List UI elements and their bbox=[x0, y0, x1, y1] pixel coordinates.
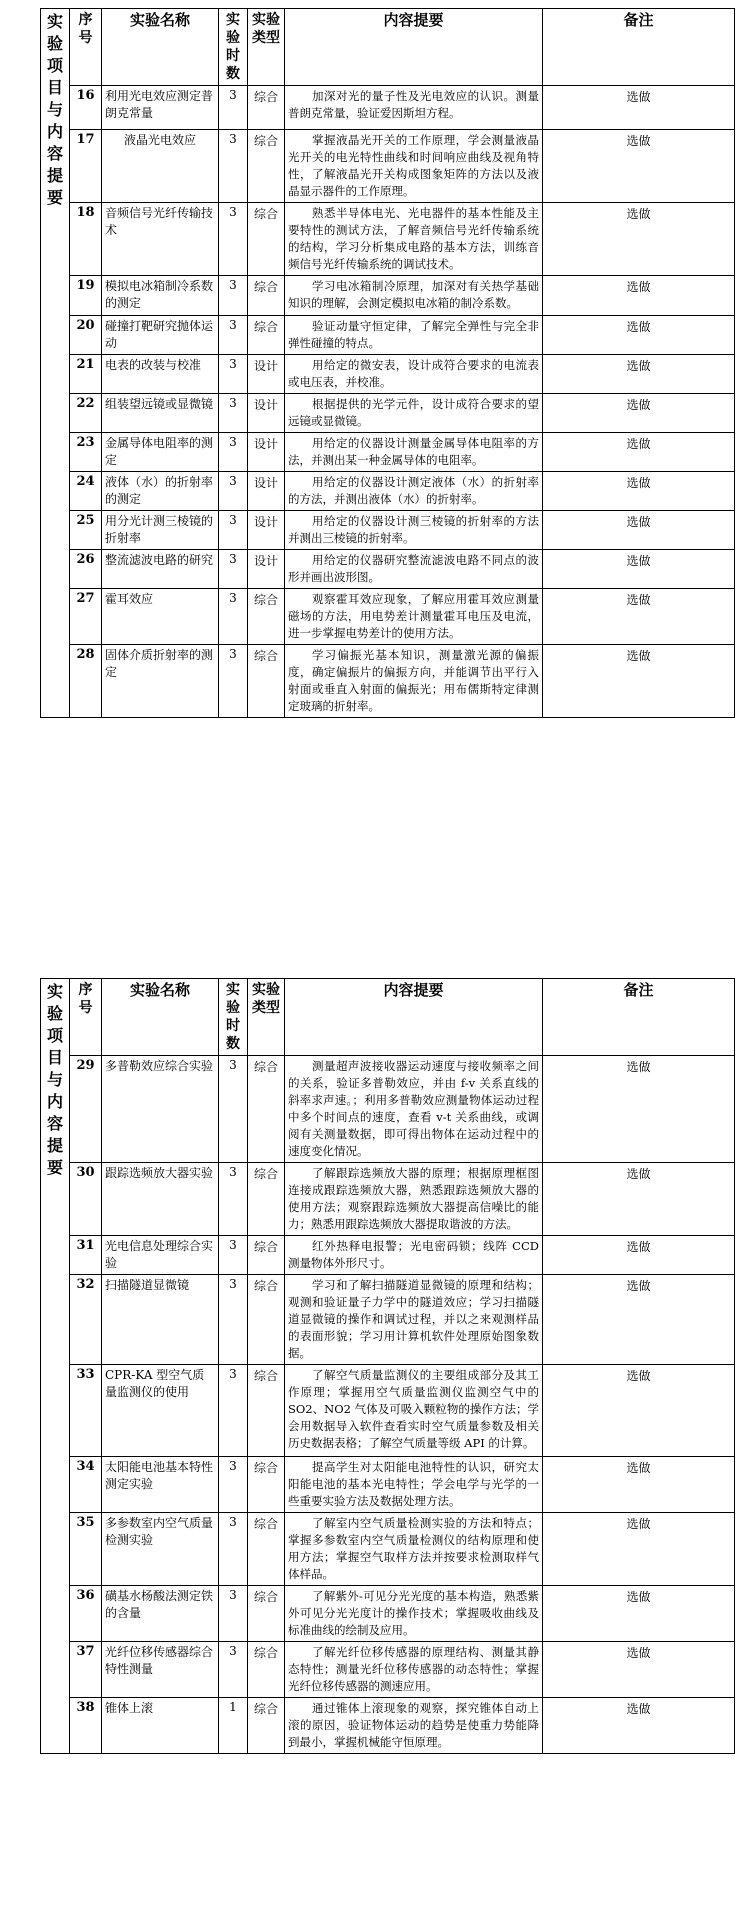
table-row bbox=[41, 1163, 735, 1236]
experiment-type: 综合 bbox=[248, 1642, 285, 1698]
experiment-hours: 3 bbox=[219, 472, 248, 511]
experiment-note: 选做 bbox=[543, 355, 735, 394]
experiment-hours: 1 bbox=[219, 1698, 248, 1754]
experiment-note: 选做 bbox=[543, 203, 735, 276]
table-row bbox=[41, 394, 735, 433]
table-row bbox=[41, 203, 735, 276]
experiment-note: 选做 bbox=[543, 1457, 735, 1513]
table-row bbox=[41, 433, 735, 472]
experiment-note: 选做 bbox=[543, 130, 735, 203]
experiment-name: 整流滤波电路的研究 bbox=[102, 550, 219, 589]
header-note: 备注 bbox=[543, 9, 735, 86]
experiment-number: 38 bbox=[70, 1698, 102, 1754]
experiment-type: 设计 bbox=[248, 550, 285, 589]
experiment-type: 设计 bbox=[248, 355, 285, 394]
experiment-name: 模拟电冰箱制冷系数的测定 bbox=[102, 276, 219, 316]
table-row bbox=[41, 645, 735, 718]
experiment-name: 液体（水）的折射率的测定 bbox=[102, 472, 219, 511]
experiment-name: 金属导体电阻率的测定 bbox=[102, 433, 219, 472]
table-row bbox=[41, 1056, 735, 1163]
experiment-name: 音频信号光纤传输技术 bbox=[102, 203, 219, 276]
experiment-note: 选做 bbox=[543, 394, 735, 433]
experiment-description: 用给定的微安表，设计成符合要求的电流表或电压表，并校准。 bbox=[285, 355, 543, 394]
header-hours: 实验时数 bbox=[219, 9, 248, 86]
experiment-name: 跟踪选频放大器实验 bbox=[102, 1163, 219, 1236]
header-name: 实验名称 bbox=[102, 979, 219, 1056]
experiment-name: 固体介质折射率的测定 bbox=[102, 645, 219, 718]
experiment-name: 多参数室内空气质量检测实验 bbox=[102, 1513, 219, 1586]
header-no: 序号 bbox=[70, 979, 102, 1056]
experiment-type: 综合 bbox=[248, 589, 285, 645]
experiment-type: 综合 bbox=[248, 86, 285, 130]
experiment-hours: 3 bbox=[219, 1056, 248, 1163]
experiment-number: 29 bbox=[70, 1056, 102, 1163]
experiment-name: 电表的改装与校准 bbox=[102, 355, 219, 394]
header-name: 实验名称 bbox=[102, 9, 219, 86]
experiment-number: 25 bbox=[70, 511, 102, 550]
experiment-name: 磺基水杨酸法测定铁的含量 bbox=[102, 1586, 219, 1642]
header-hours: 实验时数 bbox=[219, 979, 248, 1056]
header-note: 备注 bbox=[543, 979, 735, 1056]
experiment-description: 根据提供的光学元件，设计成符合要求的望远镜或显微镜。 bbox=[285, 394, 543, 433]
experiment-note: 选做 bbox=[543, 1275, 735, 1365]
header-content: 内容提要 bbox=[285, 9, 543, 86]
experiment-table-1 bbox=[40, 8, 735, 718]
experiment-number: 23 bbox=[70, 433, 102, 472]
experiment-note: 选做 bbox=[543, 1236, 735, 1275]
table-row bbox=[41, 511, 735, 550]
table-row bbox=[41, 1698, 735, 1754]
experiment-name: 液晶光电效应 bbox=[102, 130, 219, 203]
experiment-description: 用给定的仪器设计测三棱镜的折射率的方法并测出三棱镜的折射率。 bbox=[285, 511, 543, 550]
section-label: 实验项目与内容提要 bbox=[41, 9, 70, 718]
experiment-number: 27 bbox=[70, 589, 102, 645]
experiment-hours: 3 bbox=[219, 433, 248, 472]
experiment-name: 碰撞打靶研究抛体运动 bbox=[102, 316, 219, 355]
experiment-description: 学习偏振光基本知识，测量激光源的偏振度，确定偏振片的偏振方向，并能调节出平行入射面或垂直入射面的偏振光；用布儒斯特定律测定玻璃的折射率。 bbox=[285, 645, 543, 718]
experiment-type: 综合 bbox=[248, 1586, 285, 1642]
experiment-type: 设计 bbox=[248, 394, 285, 433]
experiment-note: 选做 bbox=[543, 1642, 735, 1698]
experiment-number: 16 bbox=[70, 86, 102, 130]
experiment-hours: 3 bbox=[219, 86, 248, 130]
experiment-note: 选做 bbox=[543, 550, 735, 589]
experiment-description: 了解室内空气质量检测实验的方法和特点；掌握多参数室内空气质量检测仪的结构原理和使用方法；掌握空气取样方法并按要求检测取样气体样品。 bbox=[285, 1513, 543, 1586]
section-label: 实验项目与内容提要 bbox=[41, 979, 70, 1754]
experiment-description: 学习和了解扫描隧道显微镜的原理和结构；观测和验证量子力学中的隧道效应；学习扫描隧道显微镜的操作和调试过程，并以之来观测样品的表面形貌；学习用计算机软件处理原始图象数据。 bbox=[285, 1275, 543, 1365]
table-row bbox=[41, 1586, 735, 1642]
experiment-description: 用给定的仪器设计测定液体（水）的折射率的方法，并测出液体（水）的折射率。 bbox=[285, 472, 543, 511]
table-row bbox=[41, 1365, 735, 1457]
experiment-note: 选做 bbox=[543, 511, 735, 550]
experiment-hours: 3 bbox=[219, 645, 248, 718]
experiment-note: 选做 bbox=[543, 589, 735, 645]
experiment-type: 综合 bbox=[248, 1275, 285, 1365]
experiment-number: 18 bbox=[70, 203, 102, 276]
experiment-description: 通过锥体上滚现象的观察，探究锥体自动上滚的原因，验证物体运动的趋势是使重力势能降到最小，掌握机械能守恒原理。 bbox=[285, 1698, 543, 1754]
experiment-type: 设计 bbox=[248, 511, 285, 550]
experiment-type: 综合 bbox=[248, 1365, 285, 1457]
experiment-note: 选做 bbox=[543, 433, 735, 472]
experiment-number: 26 bbox=[70, 550, 102, 589]
experiment-note: 选做 bbox=[543, 1163, 735, 1236]
experiment-description: 红外热释电报警；光电密码锁；线阵 CCD 测量物体外形尺寸。 bbox=[285, 1236, 543, 1275]
table-row bbox=[41, 86, 735, 130]
header-no: 序号 bbox=[70, 9, 102, 86]
table-row bbox=[41, 316, 735, 355]
experiment-number: 22 bbox=[70, 394, 102, 433]
experiment-number: 35 bbox=[70, 1513, 102, 1586]
experiment-description: 提高学生对太阳能电池特性的认识，研究太阳能电池的基本光电特性；学会电学与光学的一些重要实验方法及数据处理方法。 bbox=[285, 1457, 543, 1513]
experiment-number: 33 bbox=[70, 1365, 102, 1457]
table-row bbox=[41, 1457, 735, 1513]
experiment-note: 选做 bbox=[543, 1586, 735, 1642]
experiment-number: 36 bbox=[70, 1586, 102, 1642]
table-row bbox=[41, 589, 735, 645]
experiment-description: 用给定的仪器设计测量金属导体电阻率的方法，并测出某一种金属导体的电阻率。 bbox=[285, 433, 543, 472]
experiment-name: 组装望远镜或显微镜 bbox=[102, 394, 219, 433]
experiment-number: 30 bbox=[70, 1163, 102, 1236]
experiment-name: 霍耳效应 bbox=[102, 589, 219, 645]
experiment-name: CPR-KA 型空气质量监测仪的使用 bbox=[102, 1365, 219, 1457]
experiment-number: 17 bbox=[70, 130, 102, 203]
experiment-name: 太阳能电池基本特性测定实验 bbox=[102, 1457, 219, 1513]
experiment-table-2 bbox=[40, 978, 735, 1754]
experiment-description: 学习电冰箱制冷原理，加深对有关热学基础知识的理解，会测定模拟电冰箱的制冷系数。 bbox=[285, 276, 543, 316]
experiment-number: 21 bbox=[70, 355, 102, 394]
experiment-name: 多普勒效应综合实验 bbox=[102, 1056, 219, 1163]
header-row bbox=[41, 979, 735, 1056]
experiment-type: 综合 bbox=[248, 1236, 285, 1275]
experiment-note: 选做 bbox=[543, 472, 735, 511]
table-row bbox=[41, 355, 735, 394]
experiment-description: 了解跟踪选频放大器的原理；根据原理框图连接成跟踪选频放大器，熟悉跟踪选频放大器的使用方法；观察跟踪选频放大器提高信噪比的能力；熟悉用跟踪选频放大器提取谐波的方法。 bbox=[285, 1163, 543, 1236]
experiment-note: 选做 bbox=[543, 316, 735, 355]
experiment-hours: 3 bbox=[219, 511, 248, 550]
experiment-description: 用给定的仪器研究整流滤波电路不同点的波形并画出波形图。 bbox=[285, 550, 543, 589]
experiment-description: 了解紫外-可见分光光度的基本构造，熟悉紫外可见分光光度计的操作技术；掌握吸收曲线及标准曲线的绘制及应用。 bbox=[285, 1586, 543, 1642]
experiment-hours: 3 bbox=[219, 130, 248, 203]
experiment-hours: 3 bbox=[219, 355, 248, 394]
experiment-description: 加深对光的量子性及光电效应的认识。测量普朗克常量，验证爱因斯坦方程。 bbox=[285, 86, 543, 130]
experiment-type: 综合 bbox=[248, 1513, 285, 1586]
experiment-hours: 3 bbox=[219, 1365, 248, 1457]
experiment-type: 综合 bbox=[248, 130, 285, 203]
experiment-number: 31 bbox=[70, 1236, 102, 1275]
experiment-hours: 3 bbox=[219, 203, 248, 276]
experiment-type: 综合 bbox=[248, 1056, 285, 1163]
experiment-note: 选做 bbox=[543, 1698, 735, 1754]
table-row bbox=[41, 1642, 735, 1698]
experiment-note: 选做 bbox=[543, 86, 735, 130]
experiment-type: 综合 bbox=[248, 276, 285, 316]
experiment-description: 验证动量守恒定律，了解完全弹性与完全非弹性碰撞的特点。 bbox=[285, 316, 543, 355]
experiment-hours: 3 bbox=[219, 1457, 248, 1513]
header-content: 内容提要 bbox=[285, 979, 543, 1056]
experiment-hours: 3 bbox=[219, 1642, 248, 1698]
experiment-type: 综合 bbox=[248, 203, 285, 276]
experiment-type: 综合 bbox=[248, 645, 285, 718]
experiment-name: 光电信息处理综合实验 bbox=[102, 1236, 219, 1275]
experiment-hours: 3 bbox=[219, 276, 248, 316]
experiment-hours: 3 bbox=[219, 1513, 248, 1586]
experiment-note: 选做 bbox=[543, 1513, 735, 1586]
experiment-type: 设计 bbox=[248, 433, 285, 472]
experiment-hours: 3 bbox=[219, 589, 248, 645]
experiment-note: 选做 bbox=[543, 1365, 735, 1457]
experiment-note: 选做 bbox=[543, 276, 735, 316]
header-type: 实验类型 bbox=[248, 979, 285, 1056]
experiment-type: 综合 bbox=[248, 316, 285, 355]
experiment-number: 24 bbox=[70, 472, 102, 511]
experiment-note: 选做 bbox=[543, 645, 735, 718]
experiment-number: 34 bbox=[70, 1457, 102, 1513]
experiment-name: 用分光计测三棱镜的折射率 bbox=[102, 511, 219, 550]
experiment-number: 28 bbox=[70, 645, 102, 718]
experiment-type: 综合 bbox=[248, 1163, 285, 1236]
experiment-description: 了解空气质量监测仪的主要组成部分及其工作原理；掌握用空气质量监测仪监测空气中的 SO2、NO2 气体及可吸入颗粒物的操作方法；学会用数据导入软件查看实时空气质量参数及相关历史数据表格；了解空气质量等级 API 的计算。 bbox=[285, 1365, 543, 1457]
experiment-type: 综合 bbox=[248, 1457, 285, 1513]
table-row bbox=[41, 472, 735, 511]
experiment-hours: 3 bbox=[219, 316, 248, 355]
experiment-description: 测量超声波接收器运动速度与接收频率之间的关系，验证多普勒效应，并由 f-v 关系直线的斜率求声速。；利用多普勒效应测量物体运动过程中多个时间点的速度，查看 v-t 关系曲线，或调阅有关测量数据，即可得出物体在运动过程中的速度变化情况。 bbox=[285, 1056, 543, 1163]
header-type: 实验类型 bbox=[248, 9, 285, 86]
table-row bbox=[41, 276, 735, 316]
experiment-hours: 3 bbox=[219, 1163, 248, 1236]
table-row bbox=[41, 1513, 735, 1586]
experiment-name: 扫描隧道显微镜 bbox=[102, 1275, 219, 1365]
experiment-number: 37 bbox=[70, 1642, 102, 1698]
experiment-name: 锥体上滚 bbox=[102, 1698, 219, 1754]
experiment-type: 综合 bbox=[248, 1698, 285, 1754]
experiment-type: 设计 bbox=[248, 472, 285, 511]
experiment-name: 利用光电效应测定普朗克常量 bbox=[102, 86, 219, 130]
experiment-hours: 3 bbox=[219, 1275, 248, 1365]
experiment-number: 19 bbox=[70, 276, 102, 316]
experiment-number: 20 bbox=[70, 316, 102, 355]
table-row bbox=[41, 1236, 735, 1275]
experiment-description: 了解光纤位移传感器的原理结构、测量其静态特性；测量光纤位移传感器的动态特性；掌握光纤位移传感器的测速应用。 bbox=[285, 1642, 543, 1698]
experiment-description: 熟悉半导体电光、光电器件的基本性能及主要特性的测试方法，了解音频信号光纤传输系统的结构，学习分析集成电路的基本方法，训练音频信号光纤传输系统的调试技术。 bbox=[285, 203, 543, 276]
header-row bbox=[41, 9, 735, 86]
table-row bbox=[41, 1275, 735, 1365]
experiment-hours: 3 bbox=[219, 550, 248, 589]
experiment-description: 掌握液晶光开关的工作原理，学会测量液晶光开关的电光特性曲线和时间响应曲线及视角特性，了解液晶光开关构成图象矩阵的方法以及液晶显示器件的工作原理。 bbox=[285, 130, 543, 203]
experiment-description: 观察霍耳效应现象，了解应用霍耳效应测量磁场的方法，用电势差计测量霍耳电压及电流，进一步掌握电势差计的使用方法。 bbox=[285, 589, 543, 645]
experiment-note: 选做 bbox=[543, 1056, 735, 1163]
experiment-hours: 3 bbox=[219, 1586, 248, 1642]
experiment-number: 32 bbox=[70, 1275, 102, 1365]
experiment-name: 光纤位移传感器综合特性测量 bbox=[102, 1642, 219, 1698]
experiment-hours: 3 bbox=[219, 1236, 248, 1275]
table-row bbox=[41, 550, 735, 589]
table-row bbox=[41, 130, 735, 203]
experiment-hours: 3 bbox=[219, 394, 248, 433]
